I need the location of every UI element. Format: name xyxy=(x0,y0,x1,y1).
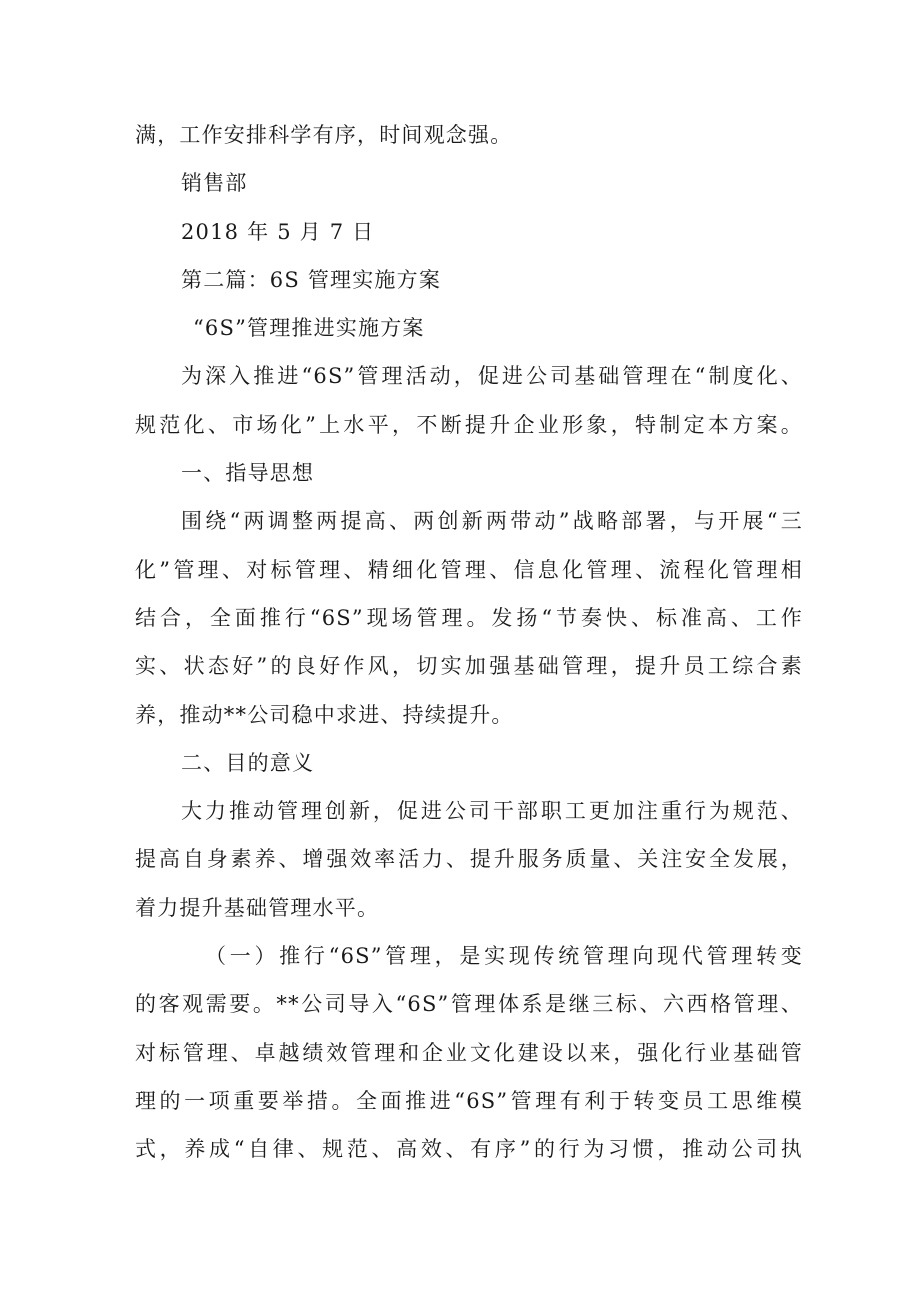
body-text-line: 着力提升基础管理水平。 xyxy=(135,895,380,920)
body-text-line: 对标管理、卓越绩效管理和企业文化建设以来，强化行业基础管 xyxy=(135,1040,803,1065)
body-text-line: 满，工作安排科学有序，时间观念强。 xyxy=(135,123,513,147)
body-text-line: 结合，全面推行“6S”现场管理。发扬“节奏快、标准高、工作 xyxy=(135,605,803,630)
document-title: “6S”管理推进实施方案 xyxy=(193,316,425,341)
body-text-line: 的客观需要。**公司导入“6S”管理体系是继三标、六西格管理、 xyxy=(135,992,803,1017)
body-text-line: 围绕“两调整两提高、两创新两带动”战略部署，与开展“三 xyxy=(181,509,803,534)
body-text-line: 式，养成“自律、规范、高效、有序”的行为习惯，推动公司执 xyxy=(135,1137,803,1162)
body-text-line: 理的一项重要举措。全面推进“6S”管理有利于转变员工思维模 xyxy=(135,1088,803,1113)
body-text-line: 提高自身素养、增强效率活力、提升服务质量、关注安全发展， xyxy=(135,847,803,872)
body-text-line: 规范化、市场化”上水平，不断提升企业形象，特制定本方案。 xyxy=(135,412,803,437)
signature-date: 2018 年 5 月 7 日 xyxy=(181,219,375,244)
body-text-line: 为深入推进“6S”管理活动，促进公司基础管理在“制度化、 xyxy=(181,364,803,389)
chapter-heading: 第二篇：6S 管理实施方案 xyxy=(181,267,442,292)
document-page xyxy=(135,111,803,1174)
body-text-line: 养，推动**公司稳中求进、持续提升。 xyxy=(135,702,514,727)
section-heading-guiding-ideology: 一、指导思想 xyxy=(181,461,315,486)
body-text-line: 实、状态好”的良好作风，切实加强基础管理，提升员工综合素 xyxy=(135,654,803,679)
body-text-line: 化”管理、对标管理、精细化管理、信息化管理、流程化管理相 xyxy=(135,557,803,582)
body-text-line: 大力推动管理创新，促进公司干部职工更加注重行为规范、 xyxy=(181,799,803,824)
subsection-heading-line: （一）推行“6S”管理，是实现传统管理向现代管理转变 xyxy=(205,944,803,969)
signature-department: 销售部 xyxy=(181,171,248,196)
section-heading-purpose: 二、目的意义 xyxy=(181,750,315,775)
